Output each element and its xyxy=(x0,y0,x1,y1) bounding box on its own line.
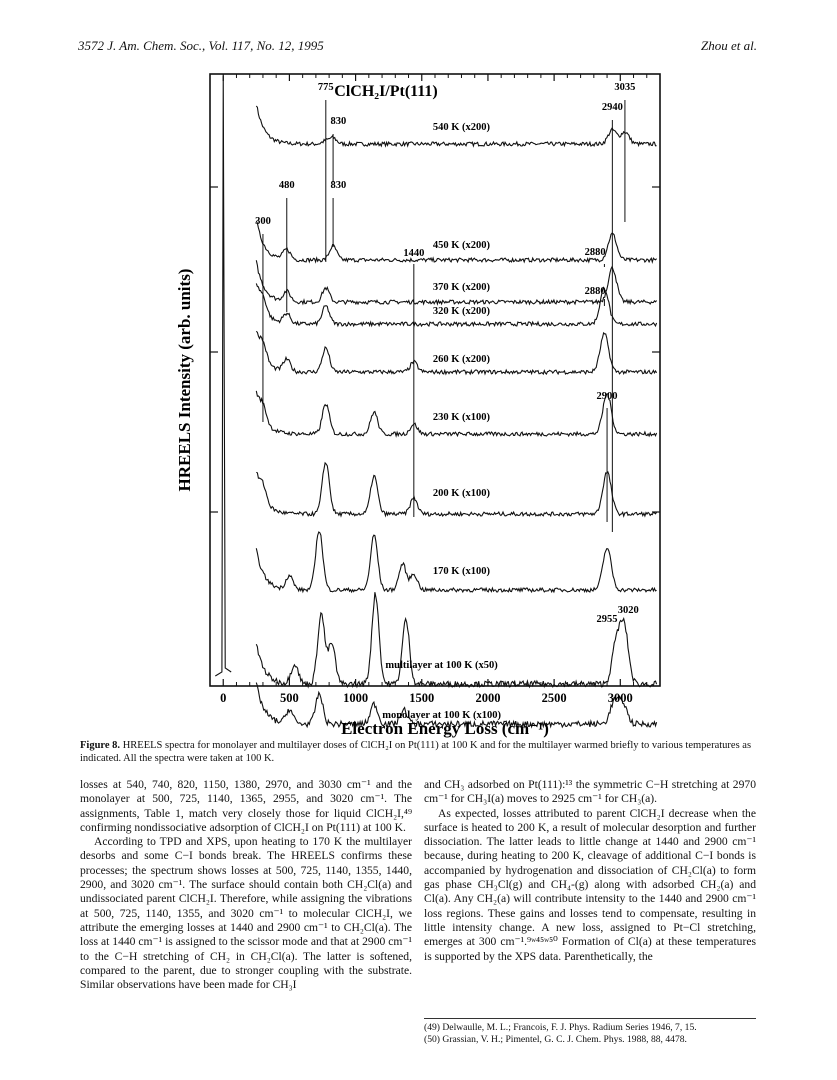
peak-label: 3035 xyxy=(614,82,636,93)
x-tick-label: 2500 xyxy=(541,691,567,705)
x-tick-label: 2000 xyxy=(475,691,501,705)
peak-label: 2900 xyxy=(596,391,618,402)
reference-49: (49) Delwaulle, M. L.; Francois, F. J. Phys. Radium Series 1946, 7, 15. xyxy=(424,1022,697,1033)
x-axis-label: Electron Energy Loss (cm⁻¹) xyxy=(341,719,549,738)
peak-label: 300 xyxy=(255,216,271,227)
trace-label: multilayer at 100 K (x50) xyxy=(385,660,498,671)
trace-label: monolayer at 100 K (x100) xyxy=(382,710,502,721)
trace-label: 320 K (x200) xyxy=(432,306,491,317)
paragraph: losses at 540, 740, 820, 1150, 1380, 2970, and 3030 cm⁻¹ and the monolayer at 500, 725, 1140, 1365, 2955, and 3020 cm⁻¹. The assignments, Table 1, match very closely those for liquid ClCH₂I,⁴⁹ confirming nondissociative adsorption of ClCH₂I on Pt(111) at 100 K. xyxy=(80,778,412,834)
elastic-peak xyxy=(215,76,231,676)
plot-frame xyxy=(210,74,660,686)
peak-label: 1440 xyxy=(403,248,425,259)
peak-label: 775 xyxy=(317,82,334,93)
reference-50: (50) Grassian, V. H.; Pimentel, G. C. J. Chem. Phys. 1988, 88, 4478. xyxy=(424,1034,687,1045)
trace-label: 230 K (x100) xyxy=(432,412,491,423)
figure-caption xyxy=(80,739,756,765)
x-tick-label: 500 xyxy=(280,691,299,705)
trace-label: 260 K (x200) xyxy=(432,354,491,365)
peak-label: 830 xyxy=(330,180,347,191)
peak-label: 2880 xyxy=(584,286,606,297)
trace-label: 450 K (x200) xyxy=(432,240,491,251)
figure-label: Figure 8. xyxy=(80,740,121,751)
peak-label: 2940 xyxy=(601,102,623,113)
x-tick-label: 3000 xyxy=(607,691,633,705)
left-column xyxy=(80,778,412,992)
paragraph: and CH₃ adsorbed on Pt(111):¹³ the symmetric C−H stretching at 2970 cm⁻¹ for CH₃I(a) moves to 2925 cm⁻¹ for CH₃(a). xyxy=(424,778,756,806)
authors: Zhou et al. xyxy=(701,38,757,53)
spectrum-trace xyxy=(256,331,656,374)
peak-label: 480 xyxy=(278,180,295,191)
hreels-figure xyxy=(170,62,670,738)
trace-label: 200 K (x100) xyxy=(432,488,491,499)
chart-title: ClCH₂I/Pt(111) xyxy=(334,83,438,100)
x-tick-label: 1500 xyxy=(409,691,435,705)
trace-label: 370 K (x200) xyxy=(432,282,491,293)
x-tick-label: 1000 xyxy=(343,691,369,705)
caption-text: HREELS spectra for monolayer and multilayer doses of ClCH₂I on Pt(111) at 100 K and for the multilayer warmed briefly to various temperatures as indicated. All the spectra were taken at 100 K. xyxy=(80,740,752,764)
peak-label: 3020 xyxy=(617,605,639,616)
right-column xyxy=(424,778,756,964)
paragraph: As expected, losses attributed to parent ClCH₂I decrease when the surface is heated to 200 K, a result of molecular desorption and further dissociation. The latter leads to little change at 1440 and 2900 cm⁻¹ because, during heating to 200 K, cleavage of additional C−I bonds is accompanied by hydrogenation and dissociation of CH₂Cl(a) to form gas phase CH₃Cl(g) and CH₄-(g) along with adsorbed CH₂(a) and Cl(a). Any CH₂(a) will contribute intensity to the 1440 and 2900 cm⁻¹ loss regions. These gains and losses tend to compensate, resulting in little intensity change. A new loss, assigned to Pt−Cl stretching, emerges at 300 cm⁻¹.⁹ʷ⁴⁵ʷ⁵⁰ Formation of Cl(a) at these temperatures is supported by the XPS data. Parenthetically, the xyxy=(424,806,756,963)
running-header xyxy=(78,38,757,56)
spectrum-trace xyxy=(256,532,656,592)
paragraph: According to TPD and XPS, upon heating to 170 K the multilayer desorbs and some C−I bonds break. The HREELS confirms these processes; the spectrum shows losses at 500, 725, 1140, 1355, 1440, 2900, and 3020 cm⁻¹. The surface should contain both CH₂Cl(a) and undissociated parent ClCH₂I. Therefore, while assigning the vibrations at 500, 725, 1140, 1355, and 3020 cm⁻¹ to molecular ClCH₂I, we attribute the emerging losses at 1440 and 2900 cm⁻¹ to CH₂Cl(a). The loss at 1440 cm⁻¹ is assigned to the scissor mode and that at 2900 cm⁻¹ to the C−H stretching of CH₂ in CH₂Cl(a). The latter is softened, compared to the parent, due to stronger coupling with the substrate. Similar observations have been made for CH₃I xyxy=(80,835,412,992)
x-tick-label: 0 xyxy=(220,691,227,705)
trace-label: 170 K (x100) xyxy=(432,566,491,577)
y-axis-label: HREELS Intensity (arb. units) xyxy=(175,268,194,492)
peak-label: 2880 xyxy=(584,247,606,258)
peak-label: 830 xyxy=(330,116,347,127)
peak-label: 2955 xyxy=(596,614,618,625)
journal-citation: 3572 J. Am. Chem. Soc., Vol. 117, No. 12, 1995 xyxy=(78,38,324,53)
trace-label: 540 K (x200) xyxy=(432,122,491,133)
spectrum-trace xyxy=(256,592,656,687)
references xyxy=(424,1018,756,1046)
